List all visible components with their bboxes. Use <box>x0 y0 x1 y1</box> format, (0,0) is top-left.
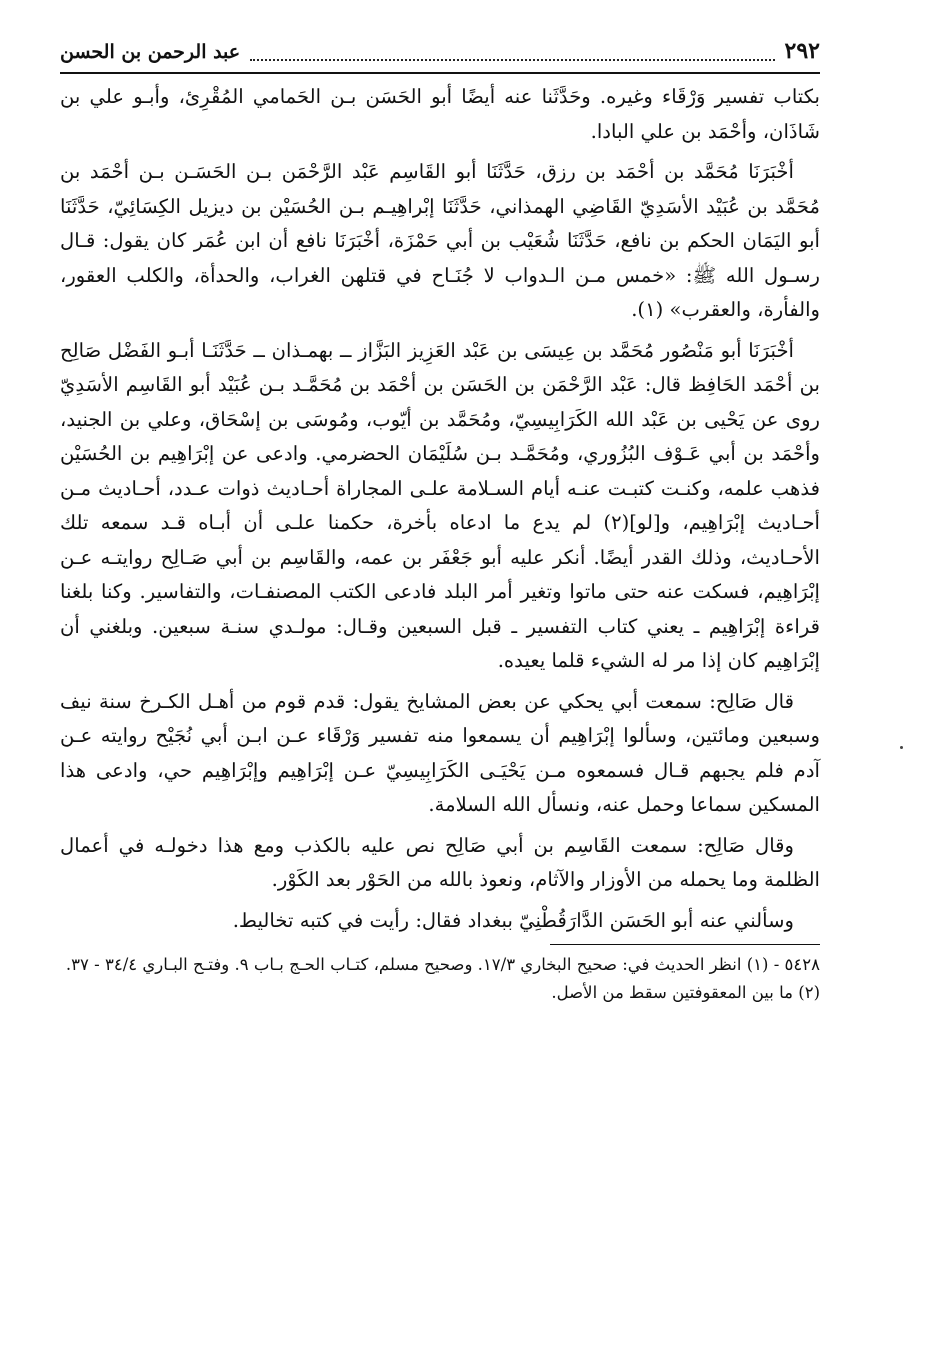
paragraph-4: قال صَالِح: سمعت أبي يحكي عن بعض المشايخ يقول: قدم قوم من أهـل الكـرخ سنة نيف وسبعين ومائتين، وسألوا إبْرَاهِيم أن يسمعوا منه تفسير وَرْقَاء عـن ابـن أبي نُجَيْح روايته عـن آدم فلم يجبهم قـال فسمعوه مـن يَحْيَـى الكَرَابِيسِيّ عـن إبْرَاهِيم وإبْرَاهِيم حي، وادعى هذا المسكين سماعا وحمل عنه، ونسأل الله السلامة. <box>60 689 820 816</box>
stray-ink-dot <box>900 746 903 749</box>
footnote-2: (٢) ما بين المعقوفتين سقط من الأصل. <box>551 983 820 1002</box>
footnote-1: ٥٤٢٨ - (١) انظر الحديث في: صحيح البخاري ١٧/٣. وصحيح مسلم، كتـاب الحـج بـاب ٩. وفتـح البـاري ٣٤/٤ - ٣٧. <box>65 955 820 974</box>
paragraph-6: وسألني عنه أبو الحَسَن الدَّارَقُطْنِيّ ببغداد فقال: رأيت في كتبه تخاليط. <box>232 908 794 932</box>
leader-dots <box>250 49 774 61</box>
running-title: عبد الرحمن بن الحسن <box>60 41 241 63</box>
running-header <box>60 38 820 74</box>
paragraph-3: أخْبَرَنَا أبو مَنْصُور مُحَمَّد بن عِيسَى بن عَبْد العَزِيز البَزَّاز ــ بهمـذان ــ حَدَّثَنَـا أبـو الفَضْل صَالِح بن أحْمَد الحَافِظ قال: عَبْد الرَّحْمَن بن الحَسَن بن أحْمَد بن مُحَمَّـد بـن عُبَيْد أبو القَاسِم الأسَدِيّ روى عن يَحْيى بن عَبْد الله الكَرَابِيسِيّ، ومُحَمَّد بن أيّوب، ومُوسَى بن إسْحَاق، وعلي بن الجنيد، وأحْمَد بن أبي عَـوْف البُزُوري، ومُحَمَّـد بـن سُلَيْمَان الحضرمي. وادعى عن إبْرَاهِيم بن الحُسَيْن فذهب علمه، وكنـت كتبـت عنـه أيام السـلامة علـى المجاراة أحـاديث ذوات عـدد، أحـاديث مـن أحـاديث إبْرَاهِيم، و[لو](٢) لم يدع ما ادعاه بأخرة، حكمنا علـى أن أبـاه قـد سمعه تلك الأحـاديث، وذلك القدر أيضًا. أنكر عليه أبو جَعْفَر بن عمه، والقَاسِم بن أبي صَـالِح روايتـه عـن إبْرَاهِيم، فسكت عنه حتى ماتوا وتغير أمر البلد فادعى الكتب المصنفـات، والتفاسير. وكنا بلغنا قراءة إبْرَاهِيم ـ يعني كتاب التفسير ـ قبل السبعين وقـال: مولـدي سنـة سبعين. وبلغني أن إبْرَاهِيم كان إذا مر له الشيء قلما يعيده. <box>60 338 820 672</box>
paragraph-1: بكتاب تفسير وَرْقَاء وغيره. وحَدَّثَنا عنه أيضًا أبو الحَسَن بـن الحَمامي المُقْرِئ، وأبـو علي بن شَاذَان، وأحْمَد بن علي البادا. <box>60 85 820 143</box>
footnotes <box>60 951 820 1007</box>
footnote-separator <box>550 944 820 945</box>
book-page <box>60 38 820 1007</box>
paragraph-2: أخْبَرَنَا مُحَمَّد بن أحْمَد بن رزق، حَدَّثَنَا أبو القَاسِم عَبْد الرَّحْمَن بـن الحَسَـن بـن أحْمَد بن مُحَمَّد بن عُبَيْد الأسَدِيّ القَاضِي الهمذاني، حَدَّثَنَا إبْراهِيـم بـن الحُسَيْن بن ديزيل الكِسَائِيّ، حَدَّثَنَا أبو اليَمَان الحكم بن نافع، حَدَّثَنَا شُعَيْب بن أبي حَمْزَة، أخْبَرَنَا نافع أن ابن عُمَر كان يقول: قـال رسـول الله ﷺ: «خمس مـن الـدواب لا جُنَـاح في قتلهن الغراب، والحدأة، والكلب العقور، والفأرة، والعقرب» (١). <box>60 160 820 321</box>
page-number: ٢٩٢ <box>784 38 820 64</box>
main-text <box>60 80 820 938</box>
paragraph-5: وقال صَالِح: سمعت القَاسِم بن أبي صَالِح نص عليه بالكذب ومع هذا دخولـه في أعمال الظلمة وما يحمله من الأوزار والآثام، ونعوذ بالله من الحَوْر بعد الكَوْر. <box>60 833 820 891</box>
